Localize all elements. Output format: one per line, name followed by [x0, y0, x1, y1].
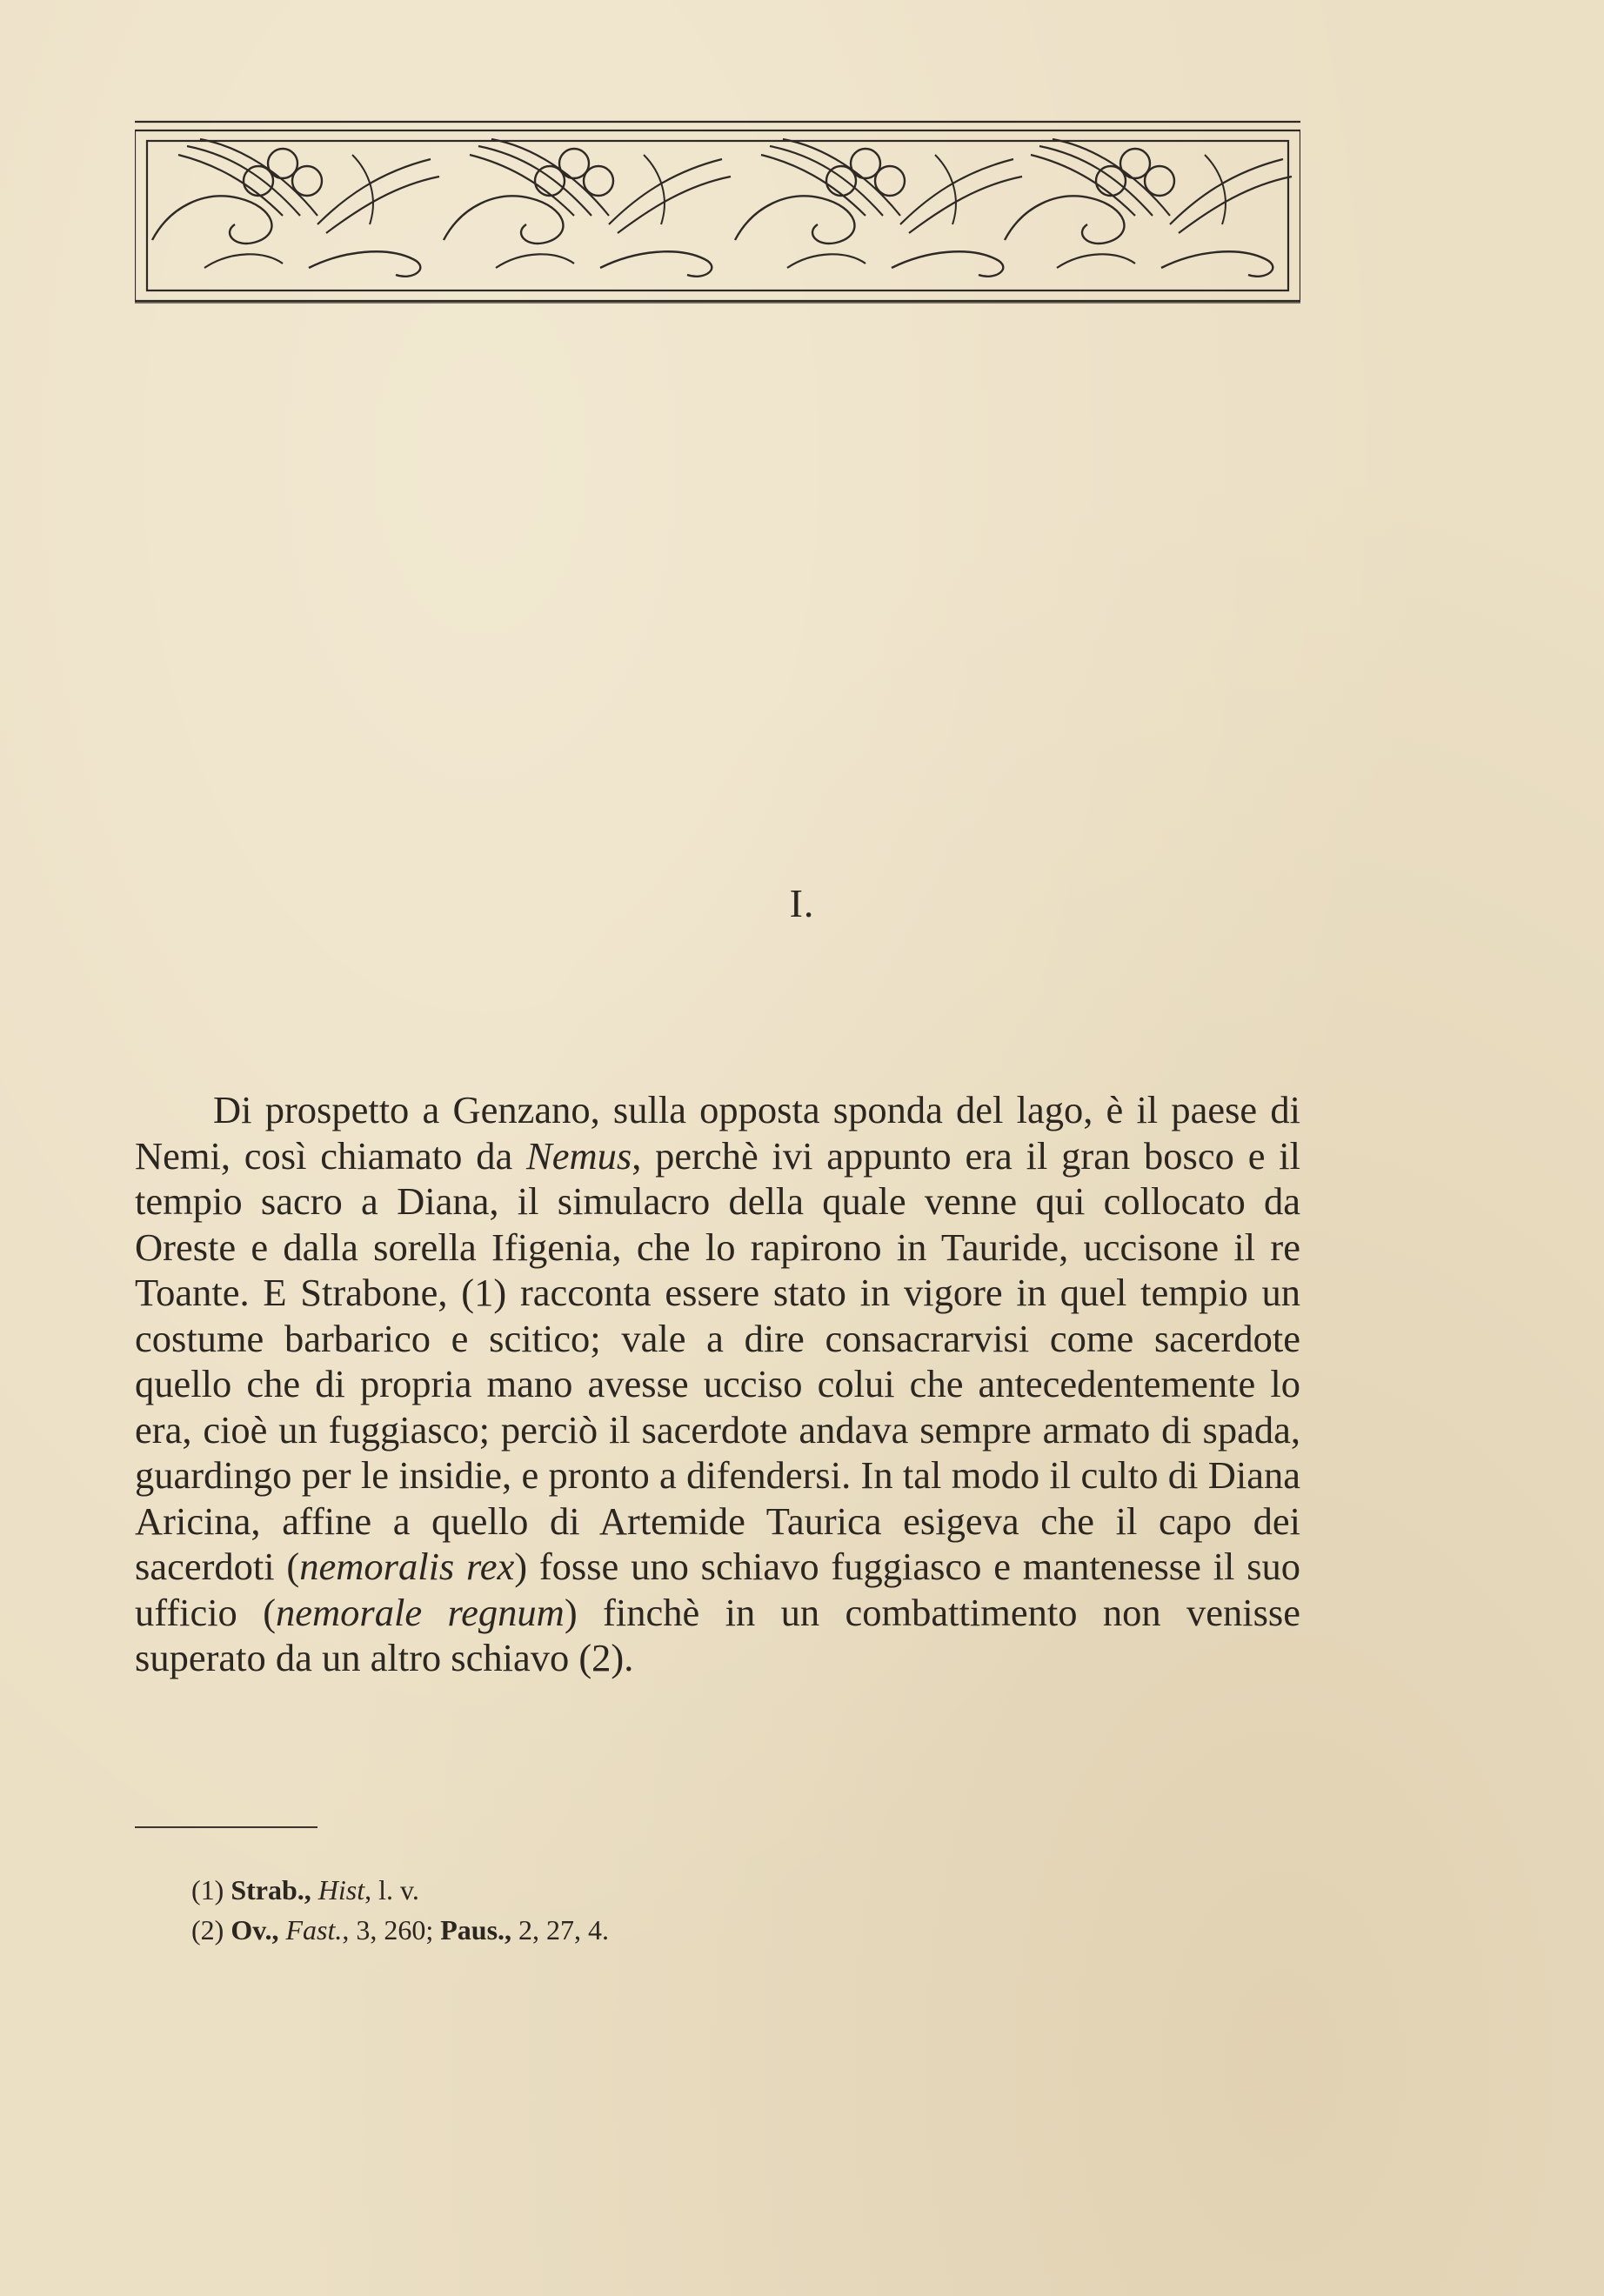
footnote-work: Fast.	[285, 1914, 343, 1946]
chapter-numeral: I.	[789, 881, 815, 925]
body-italic-nemoralis-rex: nemoralis rex	[299, 1545, 515, 1588]
footnote-number: (2)	[191, 1914, 224, 1946]
footnote-rest: , l. v.	[364, 1874, 419, 1906]
body-text-part: ) finchè in un combattimento non venisse superato da un altro schiavo (2).	[135, 1590, 1300, 1679]
ornamental-headpiece	[135, 120, 1300, 304]
footnote-2	[191, 1910, 1235, 1950]
body-text-part: , perchè ivi appunto era il gran bosco e il tempio sacro a Diana, il simulacro della quale venne qui collocato da Oreste e dalla sorella Ifigenia, che lo rapirono in Tauride, uccisone il re Toante. E Strabone, (1) racconta essere stato in vigore in quel tempio un costume barbarico e scitico; vale a dire consacrarvisi come sacerdote quello che di propria mano avesse ucciso colui che antecedentemente lo era, cioè un fuggiasco; perciò il sacerdote andava sempre armato di spada, guardingo per le insidie, e pronto a difendersi. In tal modo il culto di Diana Aricina, affine a quello di Artemide Taurica esigeva che il capo dei sacerdoti (	[135, 1133, 1300, 1588]
footnote-rest: , 3, 260;	[342, 1914, 441, 1946]
body-italic-nemus: Nemus	[526, 1133, 632, 1178]
body-text-part: Di prospetto a Genzano, sulla opposta sponda del lago, è il paese di Nemi, così chiamato da	[135, 1088, 1300, 1178]
footnote-author: Strab.,	[231, 1874, 311, 1906]
body-paragraph	[135, 1087, 1300, 1681]
footnote-1	[191, 1870, 1235, 1910]
footnote-rule	[135, 1826, 317, 1828]
body-italic-nemorale-regnum: nemorale regnum	[276, 1590, 565, 1634]
footnote-work: Hist	[317, 1874, 365, 1906]
footnote-rest-2: 2, 27, 4.	[511, 1914, 610, 1946]
footnotes	[191, 1870, 1235, 1950]
footnote-author: Ov.,	[231, 1914, 279, 1946]
body-text-part: ) fosse uno schiavo fuggiasco e mantenesse il suo ufficio (	[135, 1545, 1301, 1634]
footnote-number: (1)	[191, 1874, 224, 1906]
footnote-author-2: Paus.,	[440, 1914, 512, 1946]
